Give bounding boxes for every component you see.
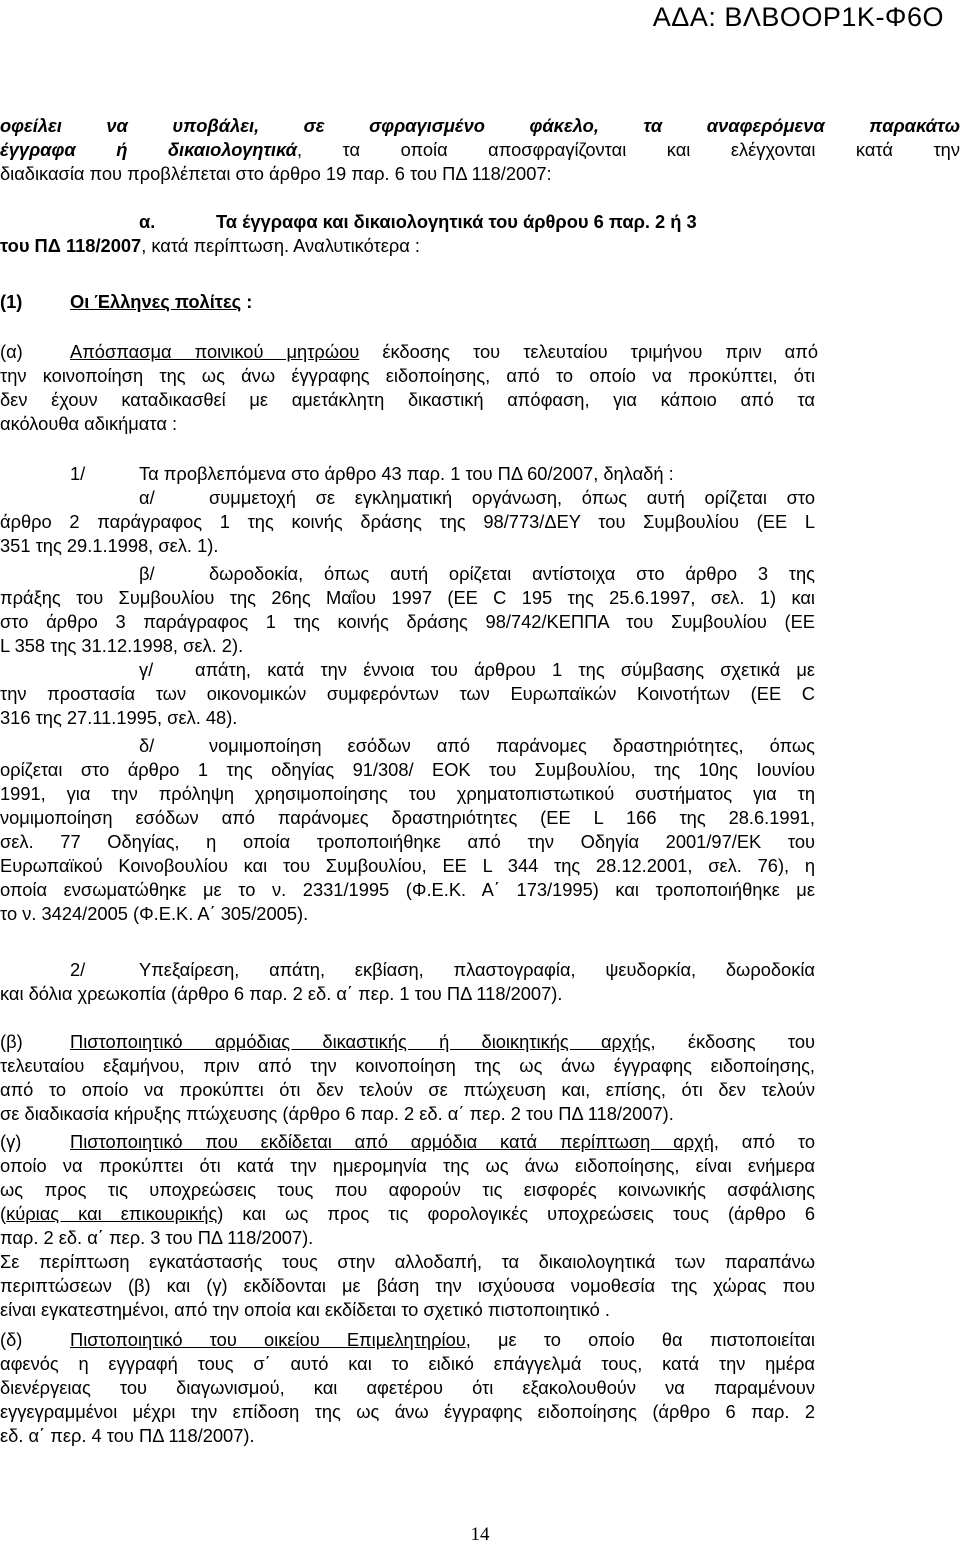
text-line: δεν έχουν καταδικασθεί με αμετάκλητη δικαστική απόφαση, για κάποιο από τα — [0, 389, 815, 410]
text-line: 351 της 29.1.1998, σελ. 1). — [0, 535, 219, 556]
text-line: εγγεγραμμένοι μέχρι την επίδοση της ως άνω έγγραφης ειδοποίησης (άρθρο 6 παρ. 2 — [0, 1401, 815, 1422]
text-line: Τα προβλεπόμενα στο άρθρο 43 παρ. 1 του ΠΔ 60/2007, δηλαδή : — [139, 463, 674, 484]
text-line: το ν. 3424/2005 (Φ.Ε.Κ. Α΄ 305/2005). — [0, 903, 309, 924]
text-line: εδ. α΄ περ. 4 του ΠΔ 118/2007). — [0, 1425, 255, 1446]
text-line: (γ) — [0, 1131, 22, 1152]
text-line: β/ — [139, 563, 155, 584]
text-line: (δ) — [0, 1329, 23, 1350]
text-line: του ΠΔ 118/2007, κατά περίπτωση. Αναλυτικότερα : — [0, 235, 421, 256]
page-number: 14 — [470, 1524, 490, 1545]
text-line: σελ. 77 Οδηγίας, η οποία τροποποιήθηκε από την Οδηγία 2001/97/ΕΚ του — [0, 831, 815, 852]
ada-code: ΑΔΑ: ΒΛΒΟΟΡ1Κ-Φ6Ο — [652, 2, 944, 32]
text-line: νομιμοποίηση εσόδων από παράνομες δραστηριότητες, όπως — [209, 735, 815, 756]
text-line: δ/ — [139, 735, 155, 756]
text-line: συμμετοχή σε εγκληματική οργάνωση, όπως αυτή ορίζεται στο — [209, 487, 815, 508]
text-line: παρ. 2 εδ. α΄ περ. 3 του ΠΔ 118/2007). — [0, 1227, 314, 1248]
text-line: στο άρθρο 3 παράγραφος 1 της κοινής δράσης 98/742/ΚΕΠΠΑ του Συμβουλίου (ΕΕ — [0, 611, 815, 632]
text-line: 1/ — [70, 463, 86, 484]
text-line: Σε περίπτωση εγκατάστασής τους στην αλλοδαπή, τα δικαιολογητικά των παραπάνω — [0, 1251, 815, 1272]
text-line: σε διαδικασία κήρυξης πτώχευσης (άρθρο 6 παρ. 2 εδ. α΄ περ. 2 του ΠΔ 118/2007). — [0, 1103, 674, 1124]
text-line: Τα έγγραφα και δικαιολογητικά του άρθρου 6 παρ. 2 ή 3 — [216, 211, 697, 232]
text-line: α. — [139, 211, 156, 232]
text-line: Πιστοποιητικό αρμόδιας δικαστικής ή διοικητικής αρχής, έκδοσης του — [70, 1031, 815, 1052]
text-line: οποίο να προκύπτει ότι κατά την ημερομηνία της ως άνω ειδοποίησης, είναι ενήμερα — [0, 1155, 815, 1176]
text-line: γ/ — [139, 659, 154, 680]
text-line: 316 της 27.11.1995, σελ. 48). — [0, 707, 238, 728]
text-line: νομιμοποίηση εσόδων από παράνομες δραστηριότητες (ΕΕ L 166 της 28.6.1991, — [0, 807, 815, 828]
text-line: Απόσπασμα ποινικού μητρώου έκδοσης του τελευταίου τριμήνου πριν από — [70, 341, 818, 362]
text-line: άρθρο 2 παράγραφος 1 της κοινής δράσης της 98/773/ΔΕΥ του Συμβουλίου (ΕΕ L — [0, 511, 815, 532]
text-line: Οι Έλληνες πολίτες : — [70, 291, 253, 312]
text-line: έγγραφα ή δικαιολογητικά, τα οποία αποσφραγίζονται και ελέγχονται κατά την — [0, 139, 960, 160]
text-line: α/ — [139, 487, 155, 508]
text-line: οφείλει να υποβάλει, σε σφραγισμένο φάκελο, τα αναφερόμενα παρακάτω — [0, 115, 960, 136]
text-line: (α) — [0, 341, 23, 362]
text-line: (κύριας και επικουρικής) και ως προς τις φορολογικές υποχρεώσεις τους (άρθρο 6 — [0, 1203, 815, 1224]
text-line: την προστασία των οικονομικών συμφερόντων των Ευρωπαϊκών Κοινοτήτων (ΕΕ C — [0, 683, 815, 704]
text-line: ακόλουθα αδικήματα : — [0, 413, 178, 434]
text-line: δωροδοκία, όπως αυτή ορίζεται αντίστοιχα στο άρθρο 3 της — [209, 563, 815, 584]
text-line: ως προς τις υποχρεώσεις τους που αφορούν τις εισφορές κοινωνικής ασφάλισης — [0, 1179, 815, 1200]
text-line: (1) — [0, 291, 23, 312]
text-line: Πιστοποιητικό του οικείου Επιμελητηρίου, με το οποίο θα πιστοποιείται — [70, 1329, 815, 1350]
text-line: διενέργειας του διαγωνισμού, και αφετέρου ότι εξακολουθούν να παραμένουν — [0, 1377, 815, 1398]
text-line: από το οποίο να προκύπτει ότι δεν τελούν σε πτώχευση και, επίσης, ότι δεν τελούν — [0, 1079, 815, 1100]
text-line: L 358 της 31.12.1998, σελ. 2). — [0, 635, 244, 656]
text-line: Υπεξαίρεση, απάτη, εκβίαση, πλαστογραφία, ψευδορκία, δωροδοκία — [139, 959, 815, 980]
text-line: διαδικασία που προβλέπεται στο άρθρο 19 παρ. 6 του ΠΔ 118/2007: — [0, 163, 552, 184]
text-line: 1991, για την πρόληψη χρησιμοποίησης του χρηματοπιστωτικού συστήματος για τη — [0, 783, 815, 804]
text-line: τελευταίου εξαμήνου, πριν από την κοινοποίηση της ως άνω έγγραφης ειδοποίησης, — [0, 1055, 815, 1076]
text-line: απάτη, κατά την έννοια του άρθρου 1 της σύμβασης σχετικά με — [195, 659, 815, 680]
text-line: 2/ — [70, 959, 86, 980]
text-line: (β) — [0, 1031, 23, 1052]
text-line: Πιστοποιητικό που εκδίδεται από αρμόδια κατά περίπτωση αρχή, από το — [70, 1131, 815, 1152]
text-line: αφενός η εγγραφή τους σ΄ αυτό και το ειδικό επάγγελμά τους, κατά την ημέρα — [0, 1353, 815, 1374]
text-line: Ευρωπαϊκού Κοινοβουλίου και του Συμβουλίου, ΕΕ L 344 της 28.12.2001, σελ. 76), η — [0, 855, 815, 876]
text-line: και δόλια χρεωκοπία (άρθρο 6 παρ. 2 εδ. α΄ περ. 1 του ΠΔ 118/2007). — [0, 983, 563, 1004]
text-line: πράξης του Συμβουλίου της 26ης Μαΐου 1997 (ΕΕ C 195 της 25.6.1997, σελ. 1) και — [0, 587, 815, 608]
text-line: οποία ενσωματώθηκε με το ν. 2331/1995 (Φ.Ε.Κ. Α΄ 173/1995) και τροποποιήθηκε με — [0, 879, 815, 900]
text-line: την κοινοποίηση της ως άνω έγγραφης ειδοποίησης, από το οποίο να προκύπτει, ότι — [0, 365, 815, 386]
text-line: ορίζεται στο άρθρο 1 της οδηγίας 91/308/ ΕΟΚ του Συμβουλίου, της 10ης Ιουνίου — [0, 759, 815, 780]
text-line: περιπτώσεων (β) και (γ) εκδίδονται με βάση την ισχύουσα νομοθεσία της χώρας που — [0, 1275, 815, 1296]
text-line: είναι εγκατεστημένοι, από την οποία και εκδίδεται το σχετικό πιστοποιητικό . — [0, 1299, 610, 1320]
